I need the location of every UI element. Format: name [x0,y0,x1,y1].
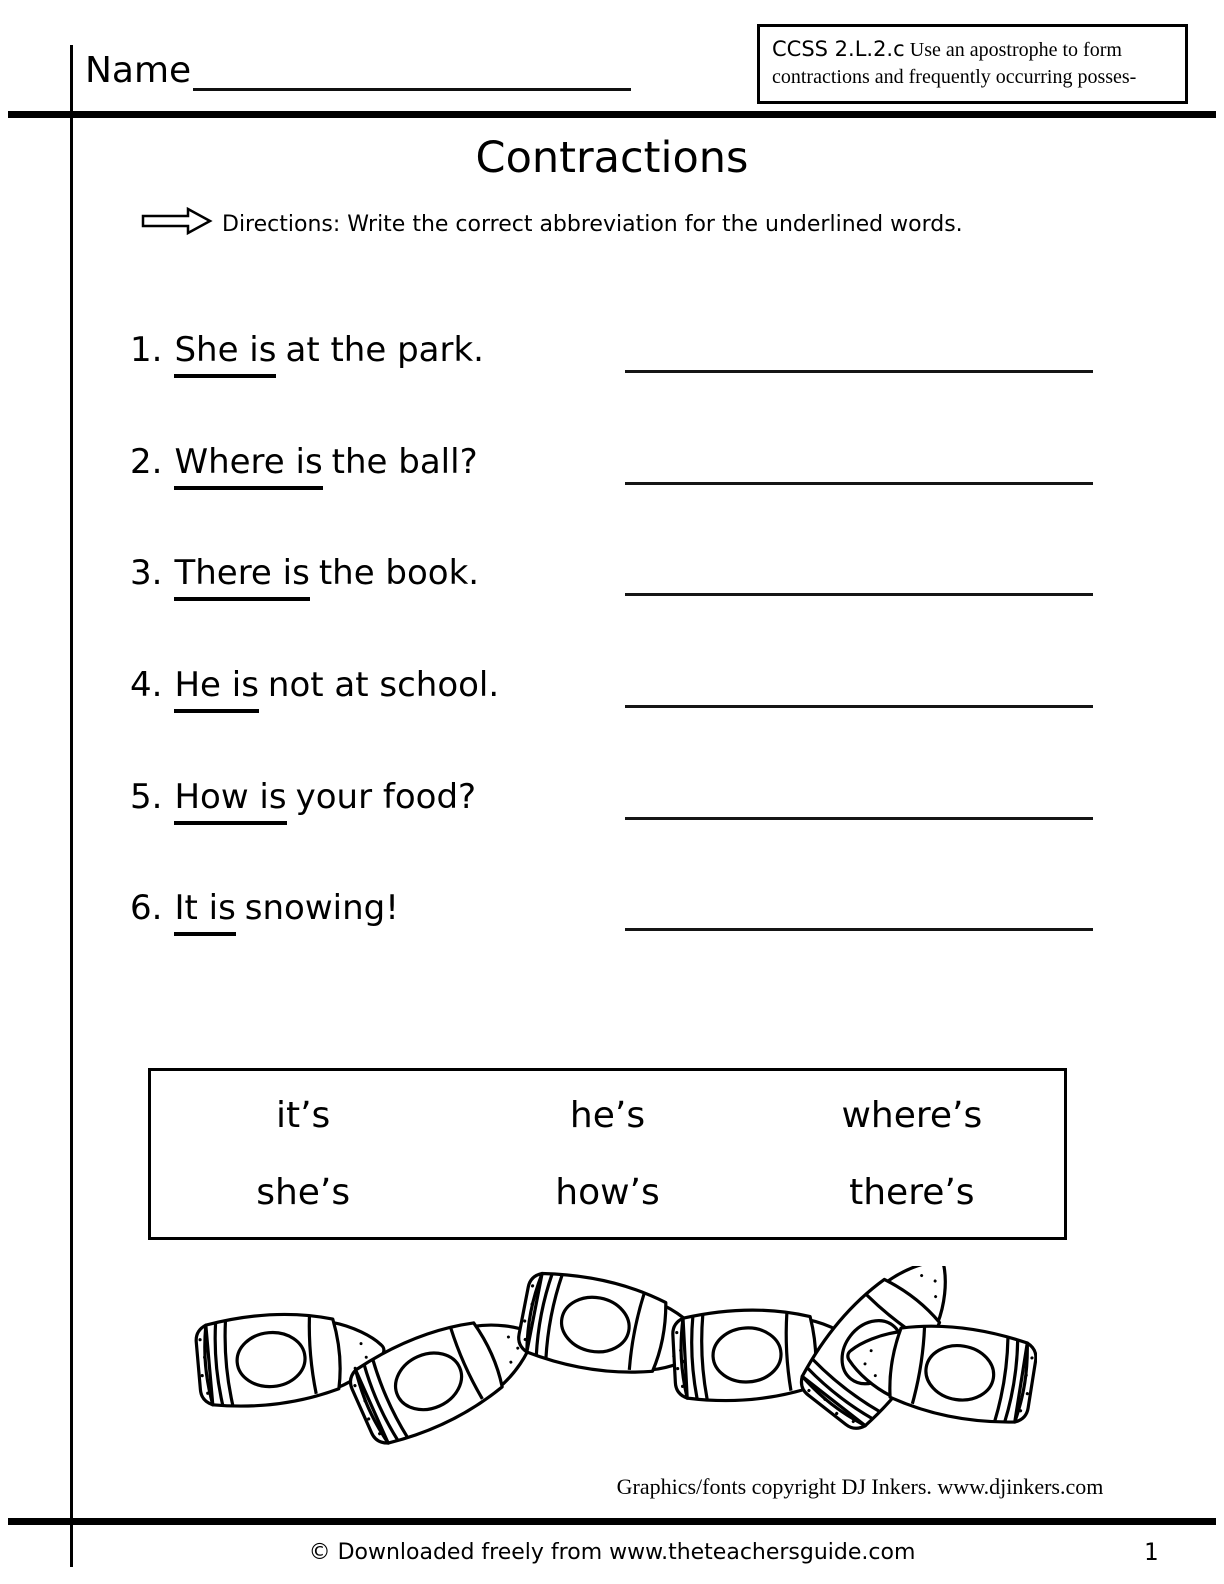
graphics-credit: Graphics/fonts copyright DJ Inkers. www.djinkers.com [616,1474,1104,1499]
word-bank-word: there’s [849,1172,975,1213]
answer-blank-4 [625,669,1093,708]
underlined-phrase: She is [174,330,276,378]
word-bank-word: it’s [276,1095,331,1136]
item-number: 1. [130,330,163,370]
word-bank-word: where’s [841,1095,983,1136]
underlined-phrase: There is [174,553,309,601]
directions-text: Directions: Write the correct abbreviation for the underlined words. [222,211,963,237]
left-margin-line [70,45,73,1567]
word-bank-word: she’s [256,1172,351,1213]
word-bank-box [148,1068,1067,1240]
footer-divider-rule [8,1518,1216,1525]
directions-row [140,205,963,243]
underlined-phrase: It is [174,888,235,936]
sentence-rest: the book. [318,553,480,593]
sentence-rest: your food? [295,777,477,817]
name-label: Name [85,50,192,91]
item-number: 3. [130,553,163,593]
right-arrow-icon [140,205,214,243]
header-divider-rule [8,111,1216,118]
item-number: 6. [130,888,163,928]
name-blank-line [193,48,631,91]
exercise-item-6 [130,888,1110,968]
page-number: 1 [1143,1538,1159,1566]
word-bank-word: he’s [569,1095,646,1136]
ccss-code: CCSS 2.L.2.c [772,37,905,61]
answer-blank-3 [625,557,1093,596]
exercise-item-4 [130,665,1110,745]
item-number: 4. [130,665,163,705]
exercise-item-5 [130,777,1110,857]
sentence-rest: the ball? [331,442,478,482]
exercise-item-2 [130,442,1110,522]
name-row [85,48,631,91]
crayons-illustration [192,1266,1037,1452]
item-number: 2. [130,442,163,482]
answer-blank-2 [625,446,1093,485]
underlined-phrase: Where is [174,442,322,490]
answer-blank-5 [625,781,1093,820]
ccss-description: Use an apostrophe to form contractions and frequently occurring posses- [772,39,1137,88]
item-number: 5. [130,777,163,817]
exercise-item-3 [130,553,1110,633]
answer-blank-6 [625,892,1093,931]
word-bank-word: how’s [555,1172,660,1213]
worksheet-title: Contractions [475,133,749,183]
sentence-rest: snowing! [244,888,399,928]
underlined-phrase: How is [174,777,286,825]
source-attribution: © Downloaded freely from www.theteachersguide.com [308,1540,916,1565]
underlined-phrase: He is [174,665,258,713]
answer-blank-1 [625,334,1093,373]
ccss-standard-box [757,24,1188,104]
sentence-rest: not at school. [267,665,500,705]
exercise-item-1 [130,330,1110,410]
sentence-rest: at the park. [285,330,484,370]
